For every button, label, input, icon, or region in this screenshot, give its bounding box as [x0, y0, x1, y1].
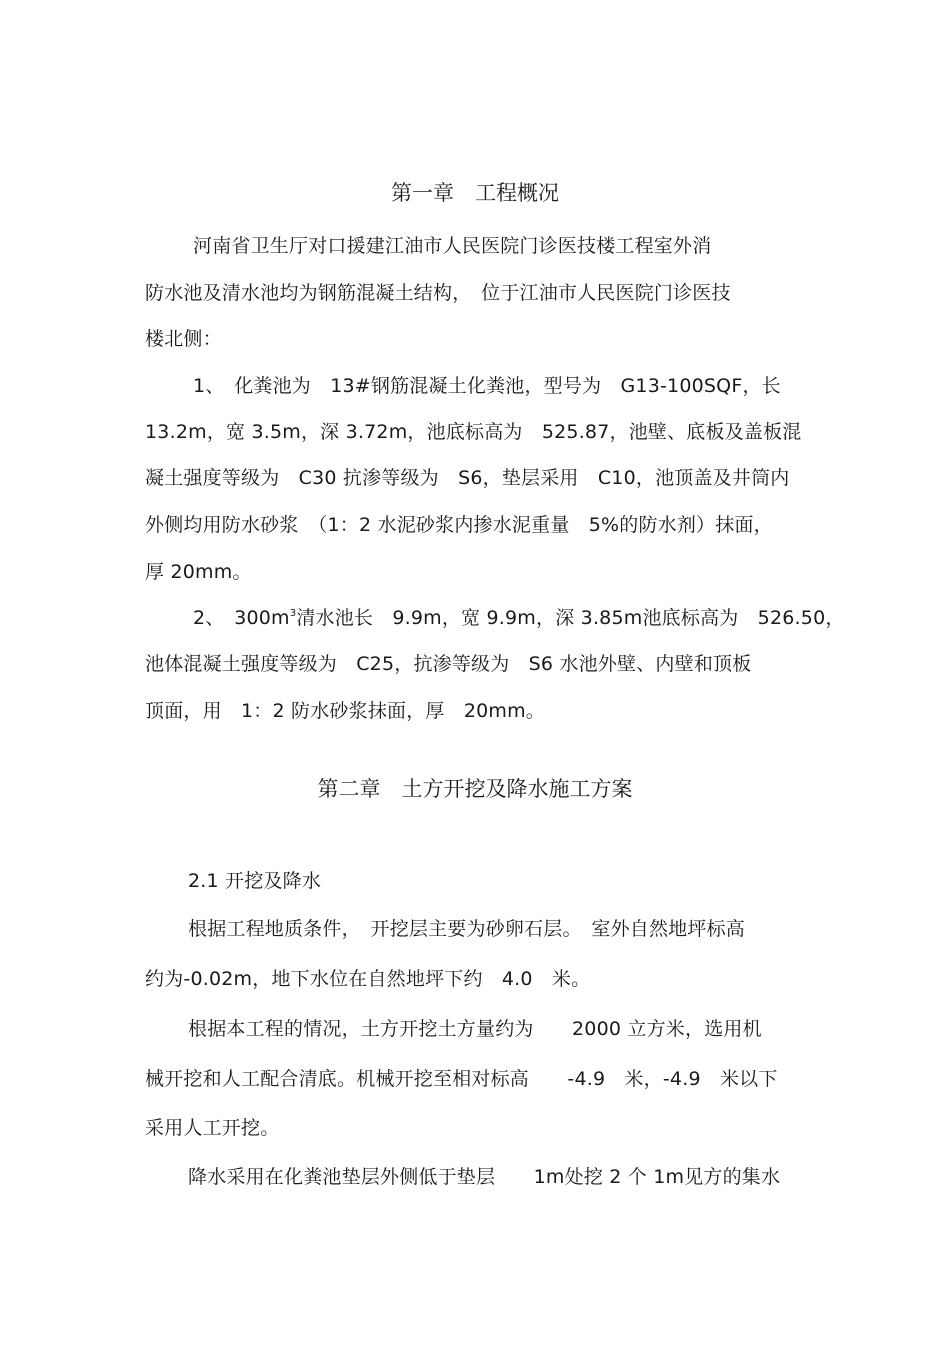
item1-line-3: 凝土强度等级为 C30 抗渗等级为 S6，垫层采用 C10，池顶盖及井筒内 — [145, 467, 790, 489]
section-2-1-heading: 2.1 开挖及降水 — [188, 870, 322, 892]
item2-suffix: 清水池长 9.9m，宽 9.9m，深 3.85m池底标高为 526.50， — [296, 607, 845, 629]
chapter-1-title: 第一章 工程概况 — [391, 181, 559, 205]
para3-line-1: 降水采用在化粪池垫层外侧低于垫层 1m处挖 2 个 1m见方的集水 — [188, 1166, 781, 1188]
item1-line-1: 1、 化粪池为 13#钢筋混凝土化粪池，型号为 G13-100SQF，长 — [193, 375, 781, 397]
item2-line-2: 池体混凝土强度等级为 C25，抗渗等级为 S6 水池外壁、内壁和顶板 — [145, 653, 752, 675]
para1-line-2: 约为-0.02m，地下水位在自然地坪下约 4.0 米。 — [145, 968, 591, 990]
item2-line-3: 顶面，用 1：2 防水砂浆抹面，厚 20mm。 — [145, 700, 546, 722]
item1-line-4: 外侧均用防水砂浆 （1：2 水泥砂浆内掺水泥重量 5%的防水剂）抹面， — [145, 514, 773, 536]
intro-line-2: 防水池及清水池均为钢筋混凝土结构， 位于江油市人民医院门诊医技 — [145, 282, 731, 304]
para2-line-3: 采用人工开挖。 — [145, 1117, 280, 1139]
para2-line-1: 根据本工程的情况，土方开挖土方量约为 2000 立方米，选用机 — [188, 1018, 762, 1040]
item1-line-5: 厚 20mm。 — [145, 561, 252, 583]
intro-line-3: 楼北侧： — [145, 328, 222, 350]
item1-line-2: 13.2m，宽 3.5m，深 3.72m，池底标高为 525.87，池壁、底板及盖板混 — [145, 421, 802, 443]
para1-line-1: 根据工程地质条件， 开挖层主要为砂卵石层。 室外自然地坪标高 — [188, 918, 746, 940]
chapter-2-title: 第二章 土方开挖及降水施工方案 — [317, 777, 633, 801]
para2-line-2: 械开挖和人工配合清底。机械开挖至相对标高 -4.9 米，-4.9 米以下 — [145, 1068, 778, 1090]
item2-superscript: 3 — [289, 608, 297, 619]
item2-prefix: 2、 300m — [193, 607, 290, 629]
intro-line-1: 河南省卫生厅对口援建江油市人民医院门诊医技楼工程室外消 — [193, 235, 712, 257]
item2-line-1 — [193, 606, 845, 630]
